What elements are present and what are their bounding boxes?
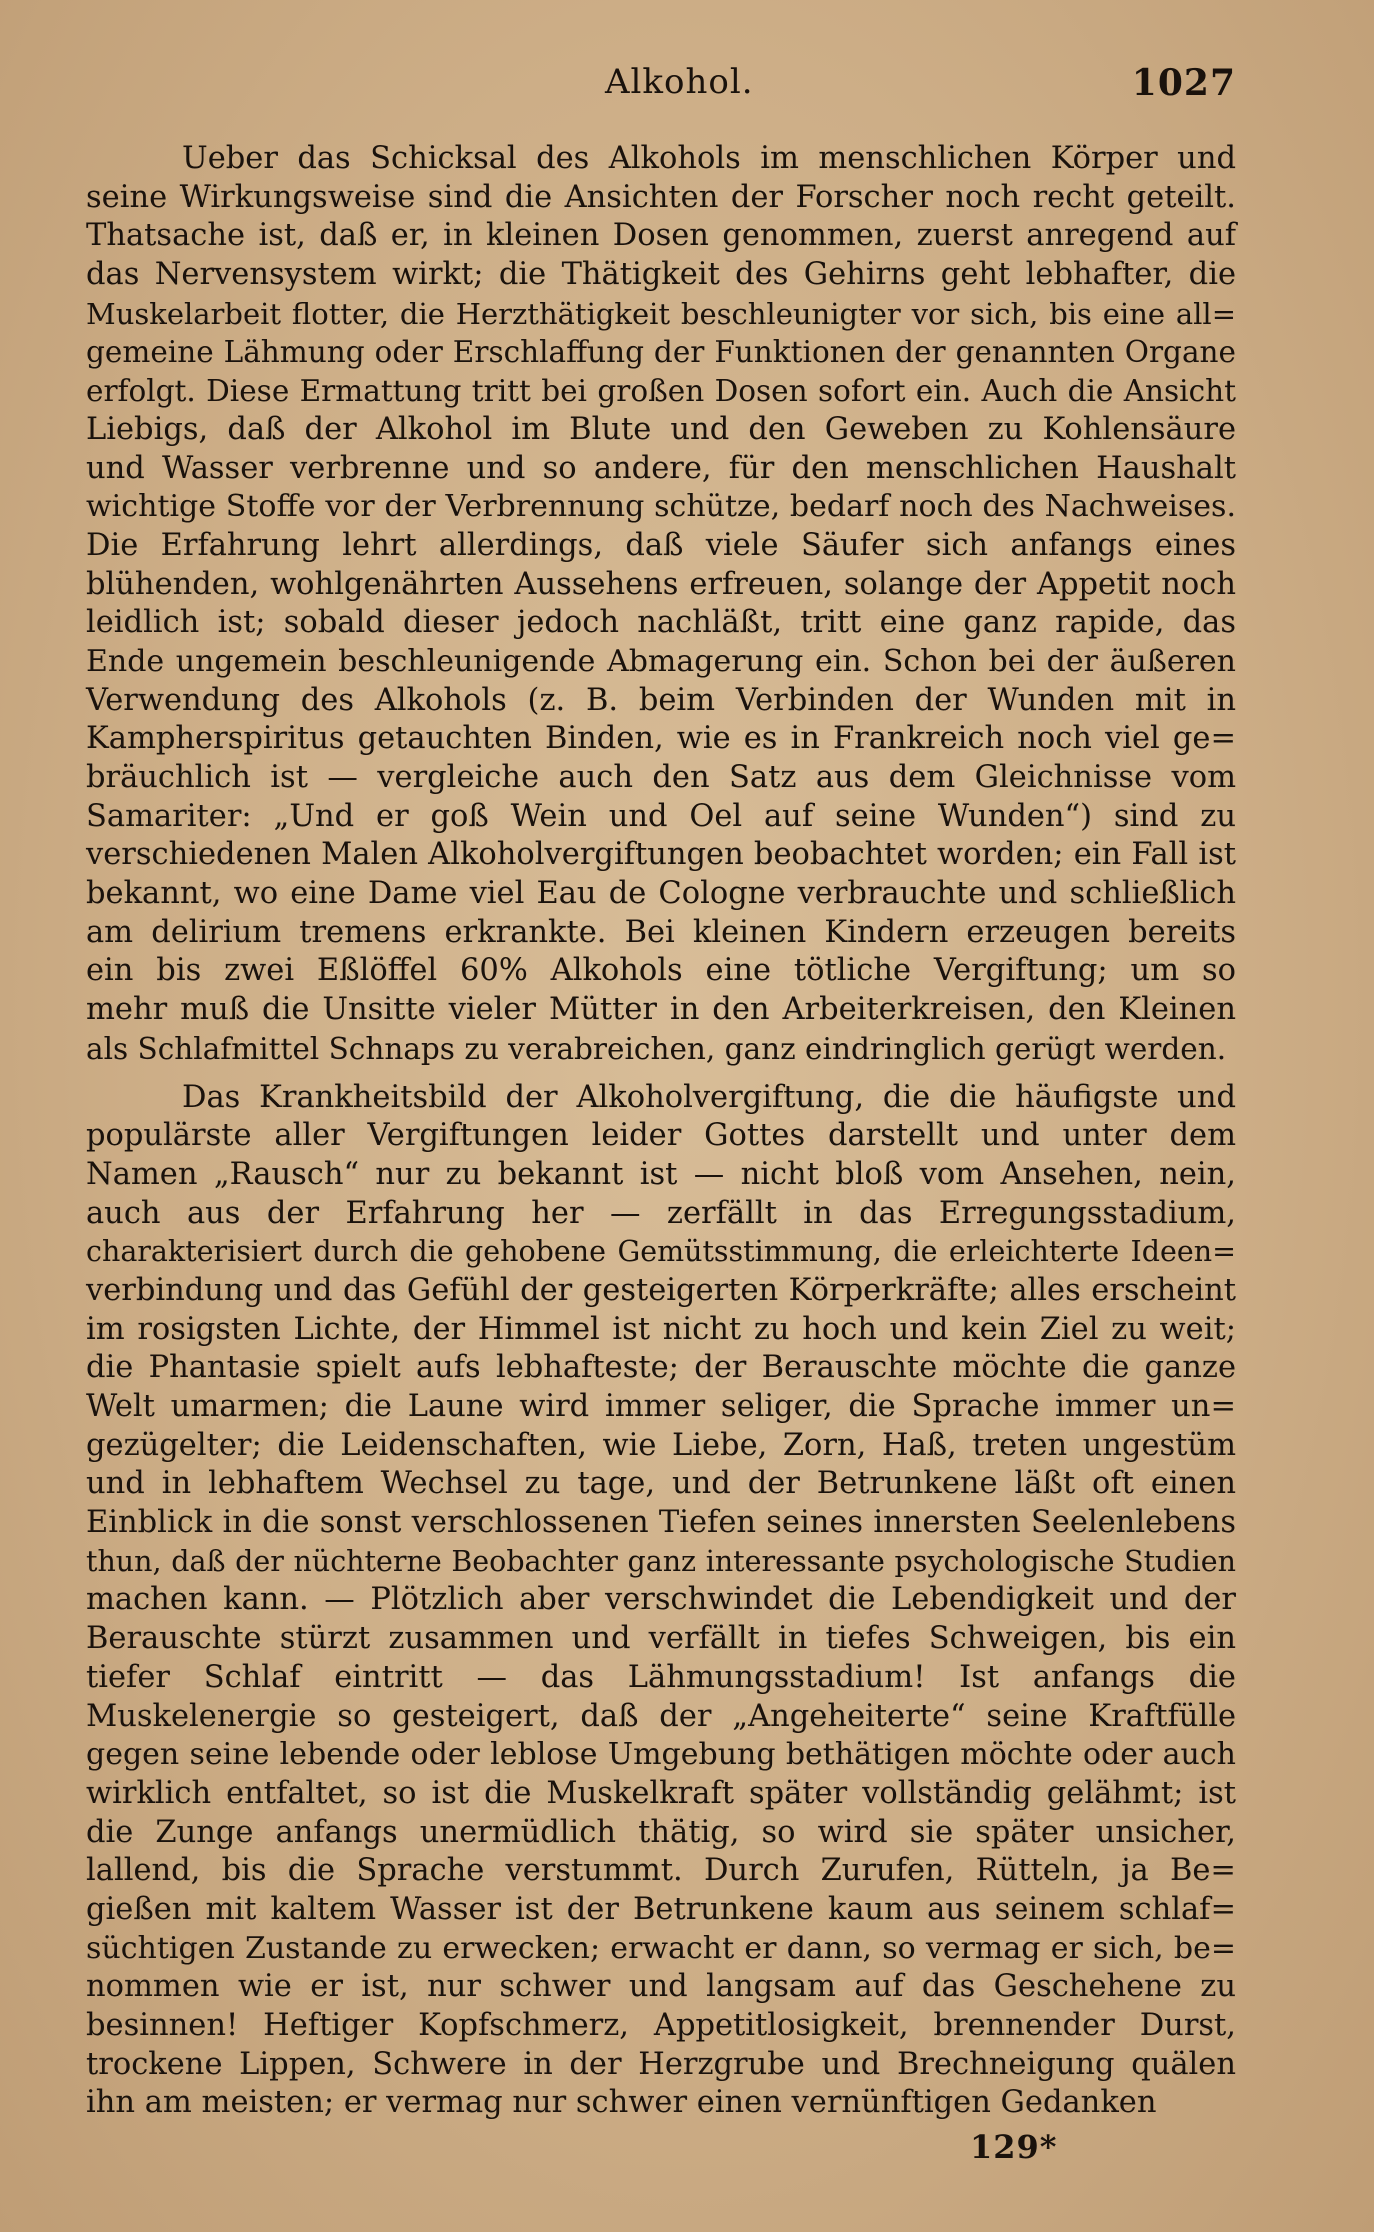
paragraph (86, 1079, 1236, 2124)
text-line: verschiedenen Malen Alkoholvergiftungen beobachtet worden; ein Fall ist (86, 837, 1236, 873)
text-line: Muskelenergie so gesteigert, daß der „Angeheiterte“ seine Kraftfülle (86, 1698, 1236, 1734)
text-line: charakterisiert durch die gehobene Gemütsstimmung, die erleichterte Ideen= (86, 1235, 1236, 1269)
text-line: gezügelter; die Leidenschaften, wie Liebe, Zorn, Haß, treten ungestüm (86, 1427, 1236, 1463)
text-line: ihn am meisten; er vermag nur schwer einen vernünftigen Gedanken (86, 2085, 1157, 2121)
text-line: gemeine Lähmung oder Erschlaffung der Funktionen der genannten Organe (86, 335, 1236, 370)
text-line: die Phantasie spielt aufs lebhafteste; der Berauschte möchte die ganze (86, 1350, 1236, 1386)
body-text (86, 140, 1236, 2123)
text-line: Liebigs, daß der Alkohol im Blute und den Geweben zu Kohlensäure (86, 411, 1236, 447)
text-line: Ende ungemein beschleunigende Abmagerung ein. Schon bei der äußeren (86, 643, 1236, 679)
text-line: auch aus der Erfahrung her — zerfällt in das Erregungsstadium, (86, 1195, 1236, 1231)
text-line: mehr muß die Unsitte vieler Mütter in den Arbeiterkreisen, den Kleinen (86, 992, 1236, 1028)
text-line: bekannt, wo eine Dame viel Eau de Cologne verbrauchte und schließlich (86, 876, 1236, 912)
text-line: Berauschte stürzt zusammen und verfällt in tiefes Schweigen, bis ein (86, 1621, 1236, 1657)
text-line: blühenden, wohlgenährten Aussehens erfreuen, solange der Appetit noch (86, 566, 1236, 602)
paragraph (86, 140, 1236, 1069)
text-line: Samariter: „Und er goß Wein und Oel auf seine Wunden“) sind zu (86, 798, 1236, 834)
text-line: thun, daß der nüchterne Beobachter ganz interessante psychologische Studien (86, 1544, 1236, 1578)
text-line: Verwendung des Alkohols (z. B. beim Verbinden der Wunden mit in (86, 682, 1236, 718)
text-line: am delirium tremens erkrankte. Bei kleinen Kindern erzeugen bereits (86, 914, 1236, 950)
text-line: besinnen! Heftiger Kopfschmerz, Appetitlosigkeit, brennender Durst, (86, 2008, 1236, 2043)
text-line: Das Krankheitsbild der Alkoholvergiftung, die die häufigste und (182, 1079, 1236, 1115)
text-line: ein bis zwei Eßlöffel 60% Alkohols eine tötliche Vergiftung; um so (86, 953, 1236, 989)
text-line: und in lebhaftem Wechsel zu tage, und der Betrunkene läßt oft einen (86, 1466, 1236, 1502)
signature-mark: 129* (970, 2128, 1058, 2166)
text-line: trockene Lippen, Schwere in der Herzgrube und Brechneigung quälen (86, 2046, 1236, 2082)
running-head (0, 62, 1374, 112)
text-line: Einblick in die sonst verschlossenen Tiefen seines innersten Seelenlebens (86, 1505, 1236, 1541)
text-line: gießen mit kaltem Wasser ist der Betrunkene kaum aus seinem schlaf= (86, 1891, 1236, 1927)
text-line: erfolgt. Diese Ermattung tritt bei großen Dosen sofort ein. Auch die Ansicht (86, 374, 1236, 409)
text-line: lallend, bis die Sprache verstummt. Durch Zurufen, Rütteln, ja Be= (86, 1853, 1236, 1889)
text-line: Die Erfahrung lehrt allerdings, daß viele Säufer sich anfangs eines (86, 527, 1236, 563)
text-line: wirklich entfaltet, so ist die Muskelkraft später vollständig gelähmt; ist (86, 1775, 1236, 1811)
text-line: Thatsache ist, daß er, in kleinen Dosen genommen, zuerst anregend auf (86, 218, 1236, 254)
text-line: gegen seine lebende oder leblose Umgebung bethätigen möchte oder auch (86, 1737, 1236, 1773)
text-line: als Schlafmittel Schnaps zu verabreichen, ganz eindringlich gerügt werden. (86, 1031, 1227, 1066)
text-line: bräuchlich ist — vergleiche auch den Satz aus dem Gleichnisse vom (86, 760, 1236, 795)
text-line: machen kann. — Plötzlich aber verschwindet die Lebendigkeit und der (86, 1582, 1236, 1618)
text-line: Welt umarmen; die Laune wird immer seliger, die Sprache immer un= (86, 1389, 1236, 1424)
text-line: im rosigsten Lichte, der Himmel ist nicht zu hoch und kein Ziel zu weit; (86, 1311, 1236, 1347)
text-line: Ueber das Schicksal des Alkohols im menschlichen Körper und (182, 141, 1236, 176)
text-line: tiefer Schlaf eintritt — das Lähmungsstadium! Ist anfangs die (86, 1659, 1236, 1695)
text-line: leidlich ist; sobald dieser jedoch nachläßt, tritt eine ganz rapide, das (86, 605, 1236, 641)
text-line: populärste aller Vergiftungen leider Gottes darstellt und unter dem (86, 1118, 1236, 1154)
text-line: die Zunge anfangs unermüdlich thätig, so wird sie später unsicher, (86, 1814, 1236, 1850)
paragraph-gap (86, 1069, 1236, 1079)
text-line: Muskelarbeit flotter, die Herzthätigkeit beschleunigter vor sich, bis eine all= (86, 296, 1236, 331)
text-line: wichtige Stoffe vor der Verbrennung schütze, bedarf noch des Nachweises. (86, 489, 1236, 525)
text-line: Namen „Rausch“ nur zu bekannt ist — nicht bloß vom Ansehen, nein, (86, 1156, 1236, 1192)
text-line: und Wasser verbrenne und so andere, für den menschlichen Haushalt (86, 450, 1236, 486)
text-line: das Nervensystem wirkt; die Thätigkeit des Gehirns geht lebhafter, die (86, 257, 1236, 293)
page-number: 1027 (1131, 62, 1236, 104)
running-head-title: Alkohol. (605, 62, 754, 102)
text-line: verbindung und das Gefühl der gesteigerten Körperkräfte; alles erscheint (86, 1272, 1236, 1308)
text-line: süchtigen Zustande zu erwecken; erwacht er dann, so vermag er sich, be= (86, 1930, 1236, 1966)
text-line: Kampherspiritus getauchten Binden, wie es in Frankreich noch viel ge= (86, 721, 1236, 757)
text-line: nommen wie er ist, nur schwer und langsam auf das Geschehene zu (86, 1969, 1236, 2005)
text-line: seine Wirkungsweise sind die Ansichten der Forscher noch recht geteilt. (86, 179, 1236, 215)
